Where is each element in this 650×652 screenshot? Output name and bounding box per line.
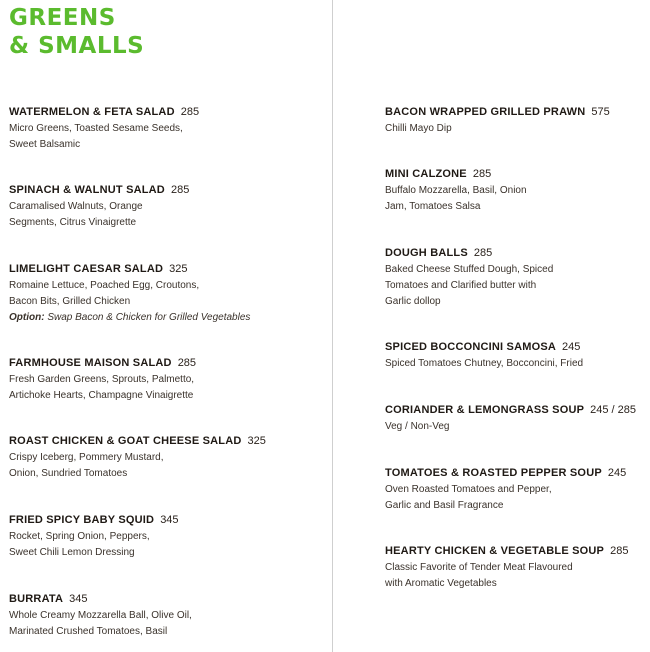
- item-name: SPICED BOCCONCINI SAMOSA: [385, 341, 557, 353]
- item-price: 285: [177, 357, 197, 369]
- item-description: Rocket, Spring Onion, Peppers, Sweet Chili Lemon Dressing: [9, 531, 150, 558]
- item-description: Chilli Mayo Dip: [385, 123, 452, 134]
- menu-item: [9, 356, 309, 404]
- column-divider: [332, 0, 333, 652]
- item-name: ROAST CHICKEN & GOAT CHEESE SALAD: [9, 435, 242, 447]
- menu-item: [9, 105, 309, 153]
- item-description: Baked Cheese Stuffed Dough, Spiced Tomatoes and Clarified butter with Garlic dollop: [385, 264, 554, 307]
- item-name: DOUGH BALLS: [385, 247, 468, 259]
- menu-item: [9, 262, 309, 326]
- item-description: Classic Favorite of Tender Meat Flavoured with Aromatic Vegetables: [385, 562, 573, 589]
- item-name: BACON WRAPPED GRILLED PRAWN: [385, 106, 586, 118]
- item-price: 285: [610, 545, 629, 557]
- item-name: LIMELIGHT CAESAR SALAD: [9, 263, 164, 275]
- item-name: CORIANDER & LEMONGRASS SOUP: [385, 404, 585, 416]
- page-title: [9, 4, 144, 60]
- item-price: 575: [591, 106, 610, 118]
- item-name: MINI CALZONE: [385, 168, 467, 180]
- item-price: 245: [562, 341, 581, 353]
- menu-item: [9, 434, 309, 482]
- menu-item: [9, 183, 309, 231]
- item-name: BURRATA: [9, 593, 64, 605]
- item-price: 285: [472, 168, 492, 180]
- menu-item: [385, 340, 647, 372]
- item-option: Option: Swap Bacon & Chicken for Grilled Vegetables: [9, 312, 251, 323]
- item-description: Caramalised Walnuts, Orange Segments, Citrus Vinaigrette: [9, 201, 143, 228]
- item-name: TOMATOES & ROASTED PEPPER SOUP: [385, 467, 602, 479]
- item-price: 285: [170, 184, 190, 196]
- item-price: 325: [169, 263, 188, 275]
- item-price: 345: [160, 514, 179, 526]
- item-price: 345: [69, 593, 88, 605]
- item-price: 325: [247, 435, 266, 447]
- title-line-2: & SMALLS: [9, 33, 145, 59]
- item-price: 285: [473, 247, 493, 259]
- item-description: Whole Creamy Mozzarella Ball, Olive Oil, Marinated Crushed Tomatoes, Basil: [9, 610, 192, 637]
- item-name: SPINACH & WALNUT SALAD: [9, 184, 165, 196]
- item-description: Oven Roasted Tomatoes and Pepper, Garlic and Basil Fragrance: [385, 484, 552, 511]
- item-price: 285: [180, 106, 200, 118]
- menu-item: [9, 513, 309, 561]
- item-name: HEARTY CHICKEN & VEGETABLE SOUP: [385, 545, 605, 557]
- item-price: 245 / 285: [590, 404, 637, 416]
- item-name: FRIED SPICY BABY SQUID: [9, 514, 155, 526]
- item-description: Buffalo Mozzarella, Basil, Onion Jam, Tomatoes Salsa: [385, 185, 527, 212]
- item-description: Spiced Tomatoes Chutney, Bocconcini, Fried: [385, 358, 584, 369]
- menu-item: [385, 167, 647, 215]
- item-name: FARMHOUSE MAISON SALAD: [9, 357, 172, 369]
- item-name: WATERMELON & FETA SALAD: [9, 106, 175, 118]
- menu-item: [385, 105, 647, 137]
- title-line-1: GREENS: [9, 5, 116, 31]
- menu-item: [385, 544, 647, 592]
- menu-item: [385, 246, 647, 310]
- menu-item: [9, 592, 309, 640]
- item-price: 245: [607, 467, 627, 479]
- item-description: Fresh Garden Greens, Sprouts, Palmetto, Artichoke Hearts, Champagne Vinaigrette: [9, 374, 195, 401]
- item-description: Micro Greens, Toasted Sesame Seeds, Sweet Balsamic: [9, 123, 183, 150]
- menu-item: [385, 403, 647, 435]
- item-description: Veg / Non-Veg: [385, 421, 450, 432]
- item-description: Romaine Lettuce, Poached Egg, Croutons, Bacon Bits, Grilled Chicken: [9, 280, 200, 307]
- item-description: Crispy Iceberg, Pommery Mustard, Onion, Sundried Tomatoes: [9, 452, 164, 479]
- menu-item: [385, 466, 647, 514]
